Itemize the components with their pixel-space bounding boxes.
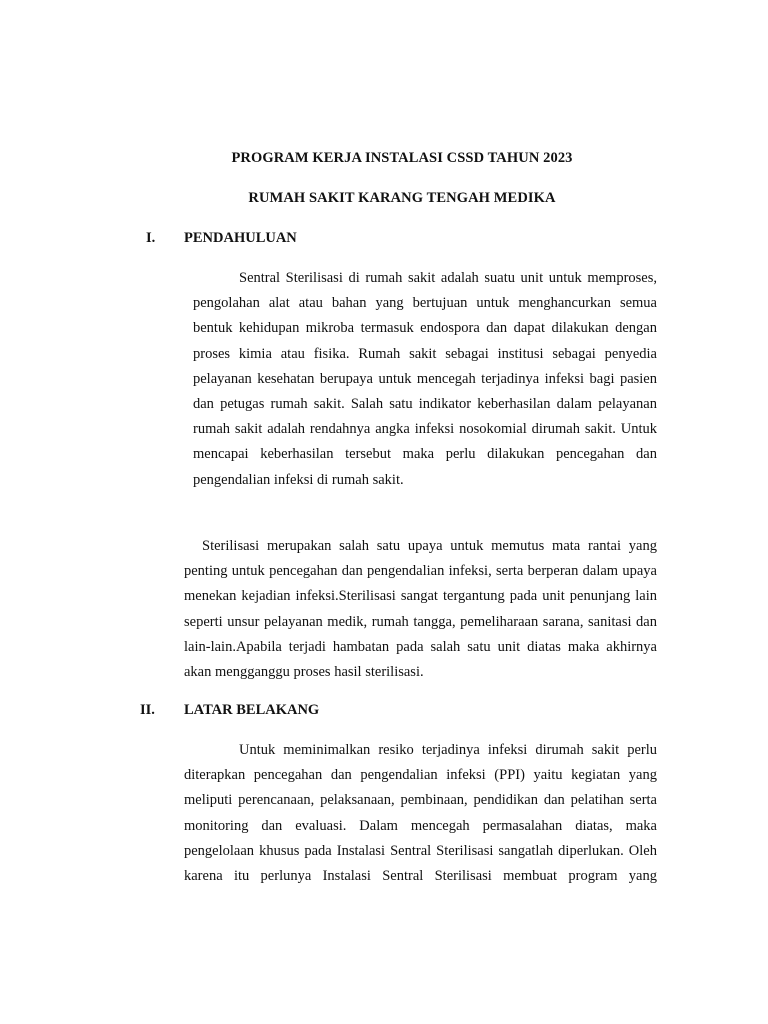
document-subtitle: RUMAH SAKIT KARANG TENGAH MEDIKA <box>248 190 556 206</box>
document-title: PROGRAM KERJA INSTALASI CSSD TAHUN 2023 <box>231 150 573 166</box>
section-heading-pendahuluan: PENDAHULUAN <box>184 230 297 246</box>
section-number: II. <box>140 702 155 718</box>
paragraph: Sentral Sterilisasi di rumah sakit adalah suatu unit untuk memproses, pengolahan alat atau bahan yang bertujuan untuk menghancurkan semua bentuk kehidupan mikroba termasuk endospora dan dapat dilakukan dengan proses kimia atau fisika. Rumah sakit sebagai institusi sebagai penyedia pelayanan kesehatan berupaya untuk mencegah terjadinya infeksi bagi pasien dan petugas rumah sakit. Salah satu indikator keberhasilan dalam pelayanan rumah sakit adalah rendahnya angka infeksi nosokomial dirumah sakit. Untuk mencapai keberhasilan tersebut maka perlu dilakukan pencegahan dan pengendalian infeksi di rumah sakit. <box>193 270 657 488</box>
paragraph: Untuk meminimalkan resiko terjadinya infeksi dirumah sakit perlu diterapkan pencegahan dan pengendalian infeksi (PPI) yaitu kegiatan yang meliputi perencanaan, pelaksanaan, pembinaan, pendidikan dan pelatihan serta monitoring dan evaluasi. Dalam mencegah permasalahan diatas, maka pengelolaan khusus pada Instalasi Sentral Sterilisasi sangatlah diperlukan. Oleh karena itu perlunya Instalasi Sentral Sterilisasi membuat program yang <box>184 742 657 885</box>
paragraph: Sterilisasi merupakan salah satu upaya untuk memutus mata rantai yang penting untuk pencegahan dan pengendalian infeksi, serta berperan dalam upaya menekan kejadian infeksi.Sterilisasi sangat tergantung pada unit penunjang lain seperti unsur pelayanan medik, rumah tangga, pemeliharaan sarana, sanitasi dan lain-lain.Apabila terjadi hambatan pada salah satu unit diatas maka akhirnya akan mengganggu proses hasil sterilisasi. <box>184 538 657 681</box>
section-number: I. <box>146 230 156 246</box>
section-heading-latar-belakang: LATAR BELAKANG <box>184 702 320 718</box>
